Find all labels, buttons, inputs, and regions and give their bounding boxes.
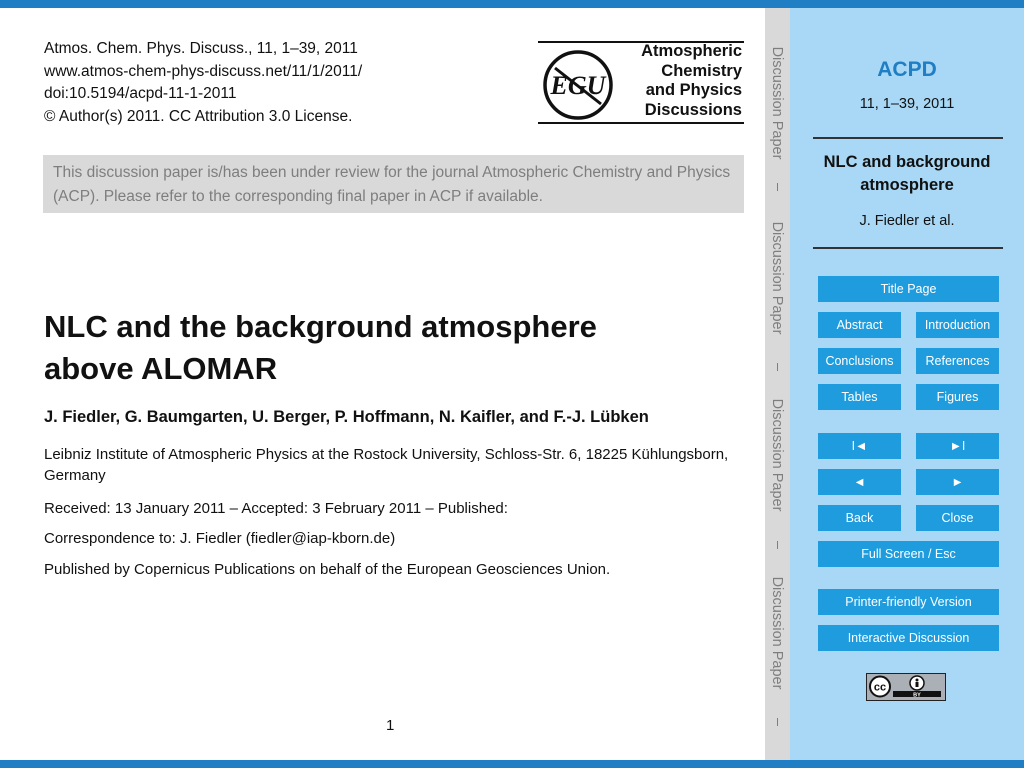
back-button[interactable]: Back — [818, 505, 901, 531]
title-page-button[interactable]: Title Page — [818, 276, 999, 302]
bottom-accent-bar — [0, 760, 1024, 768]
cc-by-icon — [867, 674, 944, 699]
svg-text:BY: BY — [913, 692, 921, 699]
last-page-button[interactable]: ►I — [916, 433, 999, 459]
panel-divider — [813, 247, 1003, 249]
first-page-button[interactable]: I◄ — [818, 433, 901, 459]
conclusions-button[interactable]: Conclusions — [818, 348, 901, 374]
strip-separator — [777, 183, 778, 191]
strip-label: Discussion Paper — [769, 221, 785, 335]
review-notice: This discussion paper is/has been under review for the journal Atmospheric Chemistry and Physics (ACP). Please refer to the corresponding final paper in ACP if available. — [43, 155, 744, 213]
discussion-paper-strip — [765, 8, 790, 760]
paper-url: www.atmos-chem-phys-discuss.net/11/1/2011/ — [44, 62, 363, 80]
strip-separator — [777, 363, 778, 371]
introduction-button[interactable]: Introduction — [916, 312, 999, 338]
short-authors: J. Fiedler et al. — [859, 213, 955, 229]
egu-logo-icon — [541, 48, 615, 122]
figures-button[interactable]: Figures — [916, 384, 999, 410]
tables-button[interactable]: Tables — [818, 384, 901, 410]
correspondence: Correspondence to: J. Fiedler (fiedler@iap-kborn.de) — [44, 530, 396, 547]
short-title: NLC and background atmosphere — [823, 153, 991, 194]
interactive-discussion-button[interactable]: Interactive Discussion — [818, 625, 999, 651]
logo-wordmark: Atmospheric Chemistry and Physics Discussions — [641, 42, 742, 119]
publisher-line: Published by Copernicus Publications on behalf of the European Geosciences Union. — [44, 561, 611, 578]
author-list: J. Fiedler, G. Baumgarten, U. Berger, P. Hoffmann, N. Kaifler, and F.-J. Lübken — [44, 408, 649, 426]
svg-text:EGU: EGU — [550, 71, 606, 100]
abstract-button[interactable]: Abstract — [818, 312, 901, 338]
citation-line: Atmos. Chem. Phys. Discuss., 11, 1–39, 2011 — [44, 40, 358, 57]
full-screen-button[interactable]: Full Screen / Esc — [818, 541, 999, 567]
svg-text:cc: cc — [873, 681, 887, 694]
affiliation: Leibniz Institute of Atmospheric Physics at the Rostock University, Schloss-Str. 6, 18225 Kühlungsborn, Germany — [44, 446, 729, 484]
paper-doi: doi:10.5194/acpd-11-1-2011 — [44, 85, 237, 102]
page-number: 1 — [386, 717, 395, 734]
previous-page-button[interactable]: ◄ — [818, 469, 901, 495]
received-dates: Received: 13 January 2011 – Accepted: 3 February 2011 – Published: — [44, 500, 508, 517]
journal-acronym: ACPD — [877, 58, 937, 81]
strip-label: Discussion Paper — [769, 398, 785, 512]
references-button[interactable]: References — [916, 348, 999, 374]
cc-by-license-badge[interactable] — [866, 673, 946, 701]
paper-title: NLC and the background atmosphere above ALOMAR — [44, 309, 597, 386]
printer-friendly-button[interactable]: Printer-friendly Version — [818, 589, 999, 615]
volume-info: 11, 1–39, 2011 — [859, 96, 955, 112]
strip-separator — [777, 718, 778, 726]
next-page-button[interactable]: ► — [916, 469, 999, 495]
license-line: © Author(s) 2011. CC Attribution 3.0 License. — [44, 107, 353, 125]
close-button[interactable]: Close — [916, 505, 999, 531]
strip-separator — [777, 541, 778, 549]
citation-block — [44, 38, 362, 128]
panel-divider — [813, 137, 1003, 139]
strip-label: Discussion Paper — [769, 46, 785, 160]
top-accent-bar — [0, 0, 1024, 8]
logo-bottom-rule — [538, 122, 744, 124]
journal-logo — [538, 38, 744, 126]
strip-label: Discussion Paper — [769, 576, 785, 690]
